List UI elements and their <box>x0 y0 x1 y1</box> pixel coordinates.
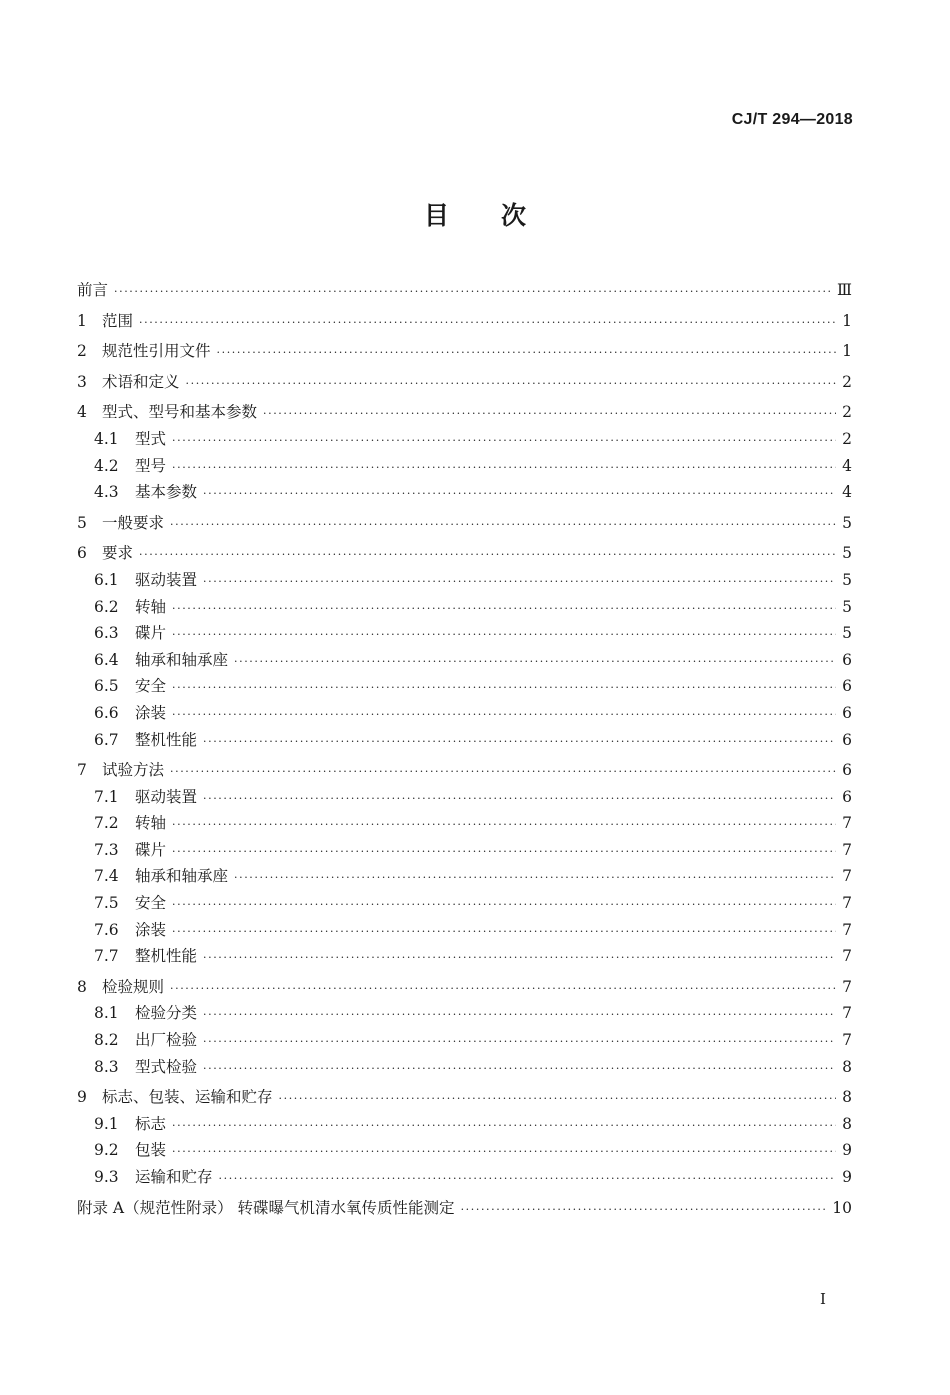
toc-entry-title: 附录 A（规范性附录） 转碟曝气机清水氧传质性能测定 <box>77 1198 455 1217</box>
toc-entry-page: Ⅲ <box>837 281 852 299</box>
toc-entry[interactable] <box>77 540 852 567</box>
dot-leader <box>263 401 836 428</box>
toc-entry-page: 1 <box>842 311 852 330</box>
toc-entry[interactable] <box>77 594 852 621</box>
toc-entry-page: 2 <box>842 372 852 391</box>
dot-leader <box>234 865 836 892</box>
toc-entry-title: 术语和定义 <box>102 372 180 391</box>
toc-entry-page: 9 <box>842 1168 852 1186</box>
toc-entry[interactable] <box>77 943 852 970</box>
dot-leader <box>203 729 836 756</box>
toc-entry[interactable] <box>77 1000 852 1027</box>
toc-entry[interactable] <box>77 567 852 594</box>
toc-entry-number: 3 <box>77 372 87 391</box>
toc-entry-number: 9 <box>77 1088 87 1107</box>
toc-entry[interactable] <box>77 277 852 304</box>
dot-leader <box>139 310 836 337</box>
dot-leader <box>172 428 836 455</box>
toc-entry[interactable] <box>77 673 852 700</box>
toc-entry-number: 7.2 <box>94 814 119 833</box>
toc-entry-page: 10 <box>832 1198 852 1217</box>
dot-leader <box>172 1113 836 1140</box>
toc-entry-page: 4 <box>842 456 852 475</box>
toc-entry-number: 6.7 <box>94 730 119 749</box>
toc-entry-page: 8 <box>842 1114 852 1133</box>
toc-entry-page: 4 <box>842 483 852 502</box>
toc-entry[interactable] <box>77 1195 852 1222</box>
toc-entry[interactable] <box>77 1027 852 1054</box>
toc-entry[interactable] <box>77 727 852 754</box>
dot-leader <box>279 1086 836 1113</box>
toc-entry-title: 一般要求 <box>102 513 165 532</box>
table-of-contents <box>77 277 852 1221</box>
dot-leader <box>234 649 836 676</box>
toc-entry-number: 4.2 <box>94 456 119 475</box>
toc-entry-number: 8.1 <box>94 1004 119 1023</box>
toc-entry-number: 1 <box>77 311 87 330</box>
toc-entry[interactable] <box>77 863 852 890</box>
toc-entry-title: 整机性能 <box>135 730 198 749</box>
toc-entry[interactable] <box>77 510 852 537</box>
dot-leader <box>172 1139 836 1166</box>
dot-leader <box>186 371 836 398</box>
toc-entry-page: 2 <box>842 403 852 422</box>
toc-entry-title: 型式、型号和基本参数 <box>102 403 258 422</box>
dot-leader <box>172 812 836 839</box>
toc-entry-page: 8 <box>842 1057 852 1076</box>
toc-entry-title: 驱动装置 <box>135 570 198 589</box>
toc-entry-number: 7.6 <box>94 920 119 939</box>
toc-entry-number: 6.5 <box>94 677 119 696</box>
toc-entry-number: 6.4 <box>94 650 119 669</box>
toc-entry-number: 7.1 <box>94 787 119 806</box>
toc-entry-title: 检验分类 <box>135 1004 198 1023</box>
toc-entry-title: 安全 <box>135 894 167 913</box>
dot-leader <box>203 1056 836 1083</box>
toc-entry[interactable] <box>77 917 852 944</box>
toc-entry-title: 转轴 <box>135 814 167 833</box>
toc-entry-page: 1 <box>842 342 852 361</box>
toc-entry-title: 出厂检验 <box>135 1031 198 1050</box>
page-title <box>0 196 950 232</box>
toc-entry-page: 5 <box>842 513 852 532</box>
toc-entry[interactable] <box>77 308 852 335</box>
dot-leader <box>172 839 836 866</box>
dot-leader <box>219 1166 836 1193</box>
toc-entry-number: 9.3 <box>94 1168 119 1186</box>
toc-entry[interactable] <box>77 479 852 506</box>
toc-entry-title: 轴承和轴承座 <box>135 867 229 886</box>
toc-entry-title: 基本参数 <box>135 483 198 502</box>
dot-leader <box>461 1197 827 1224</box>
toc-entry-title: 包装 <box>135 1141 167 1160</box>
toc-entry[interactable] <box>77 338 852 365</box>
dot-leader <box>203 481 836 508</box>
toc-entry[interactable] <box>77 700 852 727</box>
toc-entry[interactable] <box>77 369 852 396</box>
dot-leader <box>172 919 836 946</box>
toc-entry-number: 4.1 <box>94 429 119 448</box>
toc-entry-page: 6 <box>842 787 852 806</box>
toc-entry-title: 碟片 <box>135 840 167 859</box>
title-char-1: 目 <box>423 201 449 230</box>
toc-entry-number: 8.3 <box>94 1057 119 1076</box>
toc-entry-page: 7 <box>842 977 852 996</box>
dot-leader <box>170 759 836 786</box>
toc-entry-page: 6 <box>842 761 852 780</box>
toc-entry-title: 标志 <box>135 1114 167 1133</box>
toc-entry-number: 6 <box>77 544 87 563</box>
toc-entry-page: 6 <box>842 677 852 696</box>
toc-entry-title: 涂装 <box>135 920 167 939</box>
toc-entry[interactable] <box>77 890 852 917</box>
toc-entry-page: 7 <box>842 814 852 833</box>
page-number: I <box>820 1290 826 1308</box>
dot-leader <box>172 675 836 702</box>
dot-leader <box>203 945 836 972</box>
toc-entry[interactable] <box>77 620 852 647</box>
toc-entry-page: 5 <box>842 544 852 563</box>
toc-entry-page: 2 <box>842 429 852 448</box>
toc-entry-page: 6 <box>842 703 852 722</box>
toc-entry[interactable] <box>77 647 852 674</box>
toc-entry-title: 涂装 <box>135 703 167 722</box>
toc-entry-page: 7 <box>842 920 852 939</box>
toc-entry[interactable] <box>77 399 852 426</box>
toc-entry-page: 7 <box>842 840 852 859</box>
toc-entry-title: 轴承和轴承座 <box>135 650 229 669</box>
toc-entry-page: 7 <box>842 867 852 886</box>
toc-entry-title: 前言 <box>77 281 109 299</box>
toc-entry[interactable] <box>77 1137 852 1164</box>
toc-entry-title: 要求 <box>102 544 134 563</box>
toc-entry-number: 7.4 <box>94 867 119 886</box>
toc-entry-number: 8.2 <box>94 1031 119 1050</box>
toc-entry-number: 2 <box>77 342 87 361</box>
toc-entry[interactable] <box>77 453 852 480</box>
toc-entry-title: 试验方法 <box>102 761 165 780</box>
toc-entry-page: 7 <box>842 947 852 966</box>
dot-leader <box>172 622 836 649</box>
toc-entry[interactable] <box>77 1111 852 1138</box>
toc-entry[interactable] <box>77 426 852 453</box>
toc-entry-page: 6 <box>842 650 852 669</box>
dot-leader <box>139 542 836 569</box>
standard-code: CJ/T 294—2018 <box>731 111 853 128</box>
toc-entry-number: 6.6 <box>94 703 119 722</box>
title-char-2: 次 <box>501 201 527 230</box>
toc-entry-title: 标志、包装、运输和贮存 <box>102 1088 273 1107</box>
toc-entry-title: 型式检验 <box>135 1057 198 1076</box>
toc-entry-title: 转轴 <box>135 597 167 616</box>
dot-leader <box>172 702 836 729</box>
toc-entry-number: 8 <box>77 977 87 996</box>
toc-entry[interactable] <box>77 837 852 864</box>
toc-entry-page: 9 <box>842 1141 852 1160</box>
toc-entry[interactable] <box>77 1054 852 1081</box>
toc-entry-title: 规范性引用文件 <box>102 342 211 361</box>
toc-entry-number: 5 <box>77 513 87 532</box>
toc-entry-title: 安全 <box>135 677 167 696</box>
dot-leader <box>172 596 836 623</box>
toc-entry[interactable] <box>77 810 852 837</box>
toc-entry-number: 7.5 <box>94 894 119 913</box>
dot-leader <box>114 279 831 306</box>
toc-entry-number: 9.2 <box>94 1141 119 1160</box>
toc-entry-title: 驱动装置 <box>135 787 198 806</box>
dot-leader <box>203 786 836 813</box>
toc-entry-title: 运输和贮存 <box>135 1168 213 1186</box>
toc-entry-page: 5 <box>842 597 852 616</box>
toc-entry-number: 4.3 <box>94 483 119 502</box>
dot-leader <box>203 1002 836 1029</box>
toc-entry-title: 范围 <box>102 311 134 330</box>
toc-entry-number: 9.1 <box>94 1114 119 1133</box>
toc-entry-title: 整机性能 <box>135 947 198 966</box>
toc-entry[interactable] <box>77 757 852 784</box>
toc-entry-page: 7 <box>842 1004 852 1023</box>
toc-entry-title: 检验规则 <box>102 977 165 996</box>
dot-leader <box>203 569 836 596</box>
toc-entry-number: 7.3 <box>94 840 119 859</box>
toc-entry-number: 6.3 <box>94 624 119 643</box>
dot-leader <box>170 976 836 1003</box>
toc-entry-number: 6.1 <box>94 570 119 589</box>
dot-leader <box>172 455 836 482</box>
toc-entry-page: 6 <box>842 730 852 749</box>
toc-entry-page: 5 <box>842 624 852 643</box>
toc-entry-number: 4 <box>77 403 87 422</box>
toc-entry-title: 型式 <box>135 429 167 448</box>
toc-entry[interactable] <box>77 1084 852 1111</box>
toc-entry-number: 7.7 <box>94 947 119 966</box>
dot-leader <box>170 512 836 539</box>
toc-entry-page: 8 <box>842 1088 852 1107</box>
toc-entry-title: 碟片 <box>135 624 167 643</box>
toc-entry[interactable] <box>77 784 852 811</box>
dot-leader <box>203 1029 836 1056</box>
toc-entry-page: 5 <box>842 570 852 589</box>
toc-entry-number: 7 <box>77 761 87 780</box>
toc-entry-number: 6.2 <box>94 597 119 616</box>
toc-entry-title: 型号 <box>135 456 167 475</box>
toc-entry[interactable] <box>77 1164 852 1191</box>
toc-entry-page: 7 <box>842 1031 852 1050</box>
toc-entry-page: 7 <box>842 894 852 913</box>
dot-leader <box>172 892 836 919</box>
toc-entry[interactable] <box>77 974 852 1001</box>
dot-leader <box>217 340 836 367</box>
